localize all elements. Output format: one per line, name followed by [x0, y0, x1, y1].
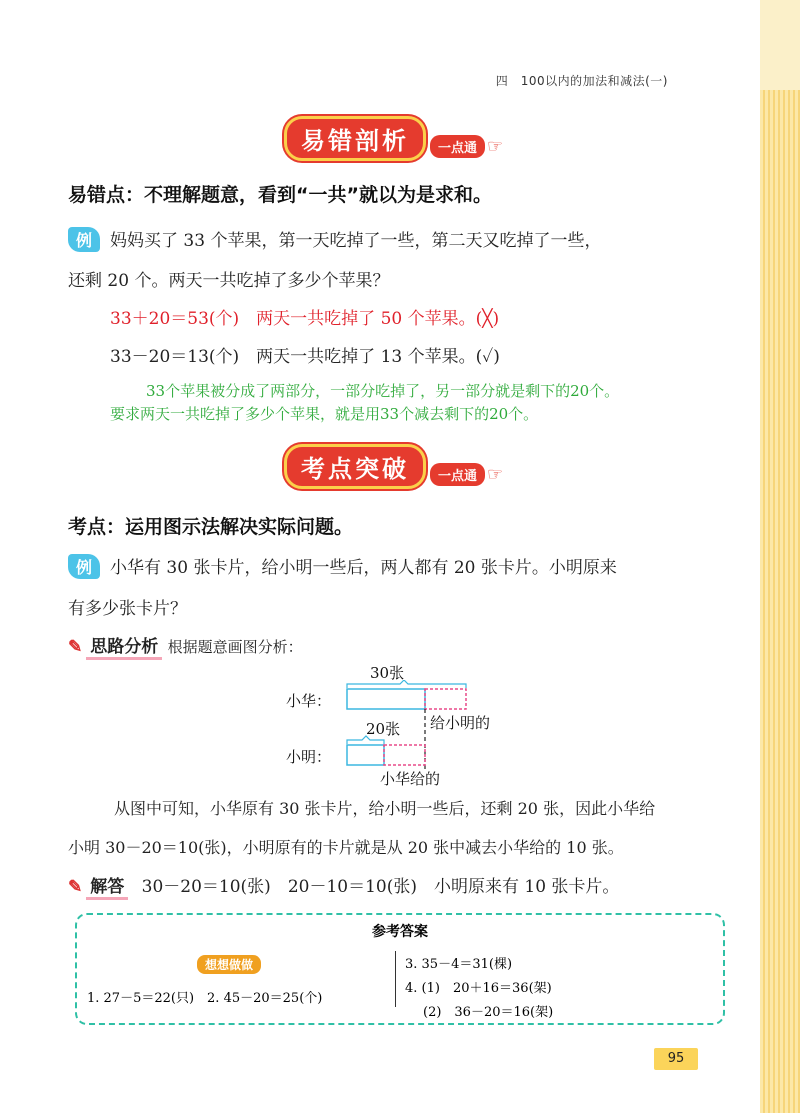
- pointing-hand-icon: ☞: [487, 135, 504, 157]
- banner-title: 易错剖析: [284, 116, 426, 161]
- wrong-answer: 33＋20＝53(个) 两天一共吃掉了 50 个苹果。(╳): [110, 309, 500, 329]
- answer-text: 30－20＝10(张) 20－10＝10(张) 小明原来有 10 张卡片。: [141, 877, 620, 897]
- problem-line: 有多少张卡片？: [68, 599, 187, 619]
- reference-badge: 想想做做: [197, 955, 261, 974]
- reference-answer-box: [75, 913, 725, 1025]
- page-edge-top: [760, 0, 800, 90]
- explanation-line: 小明 30－20＝10(张)，小明原有的卡片就是从 20 张中减去小华给的 10 张。: [68, 838, 624, 857]
- reference-left-line: 1. 27－5＝22(只) 2. 45－20＝25(个): [87, 991, 323, 1006]
- example-problem-2: [68, 553, 617, 579]
- problem-line: 还剩 20 个。两天一共吃掉了多少个苹果？: [68, 271, 390, 291]
- mistake-heading: 易错点：不理解题意，看到“一共”就以为是求和。: [68, 184, 492, 206]
- label-xiaohua: 小华：: [286, 692, 332, 710]
- section-banner-mistakes: [284, 118, 503, 158]
- pencil-icon: ✎: [68, 637, 83, 657]
- label-20: 20张: [366, 720, 401, 738]
- analysis-row: [68, 632, 303, 660]
- reference-right-line: 3. 35－4＝31(棵): [405, 957, 513, 972]
- answer-row: [68, 872, 619, 900]
- page-number: 95: [654, 1048, 698, 1070]
- reference-right-line: 4. (1) 20＋16＝36(架): [405, 981, 552, 996]
- banner-title: 考点突破: [284, 444, 426, 489]
- note-line: 要求两天一共吃掉了多少个苹果，就是用33个减去剩下的20个。: [110, 405, 539, 423]
- pointing-hand-icon: ☞: [487, 463, 504, 485]
- reference-right-line: (2) 36－20＝16(架): [423, 1005, 554, 1020]
- running-head: 四 100以内的加法和减法(一): [495, 74, 668, 88]
- pencil-icon: ✎: [68, 877, 83, 897]
- label-xiaohua-gave: 小华给的: [380, 770, 441, 788]
- page-edge-stack: [760, 90, 800, 1113]
- section-banner-key-points: [284, 446, 503, 486]
- answer-label: 解答: [86, 872, 128, 900]
- analysis-text: 根据题意画图分析：: [167, 638, 303, 656]
- label-give-xiaoming: 给小明的: [430, 714, 491, 732]
- problem-line: 妈妈买了 33 个苹果，第一天吃掉了一些，第二天又吃掉了一些，: [110, 231, 602, 251]
- reference-divider: [395, 951, 396, 1007]
- explanation-line: 从图中可知，小华原有 30 张卡片，给小明一些后，还剩 20 张，因此小华给: [114, 799, 656, 818]
- reference-title: 参考答案: [372, 924, 428, 940]
- key-point-heading: 考点：运用图示法解决实际问题。: [68, 516, 354, 538]
- label-30: 30张: [370, 664, 405, 682]
- banner-tag: 一点通: [430, 135, 485, 158]
- example-badge: 例: [68, 227, 100, 252]
- example-problem-1: [68, 226, 601, 252]
- banner-tag: 一点通: [430, 463, 485, 486]
- problem-line: 小华有 30 张卡片，给小明一些后，两人都有 20 张卡片。小明原来: [110, 558, 617, 578]
- example-badge: 例: [68, 554, 100, 579]
- label-xiaoming: 小明：: [286, 748, 332, 766]
- right-answer: 33－20＝13(个) 两天一共吃掉了 13 个苹果。(✓): [110, 347, 500, 367]
- analysis-label: 思路分析: [86, 632, 162, 660]
- note-line: 33个苹果被分成了两部分，一部分吃掉了，另一部分就是剩下的20个。: [146, 382, 620, 400]
